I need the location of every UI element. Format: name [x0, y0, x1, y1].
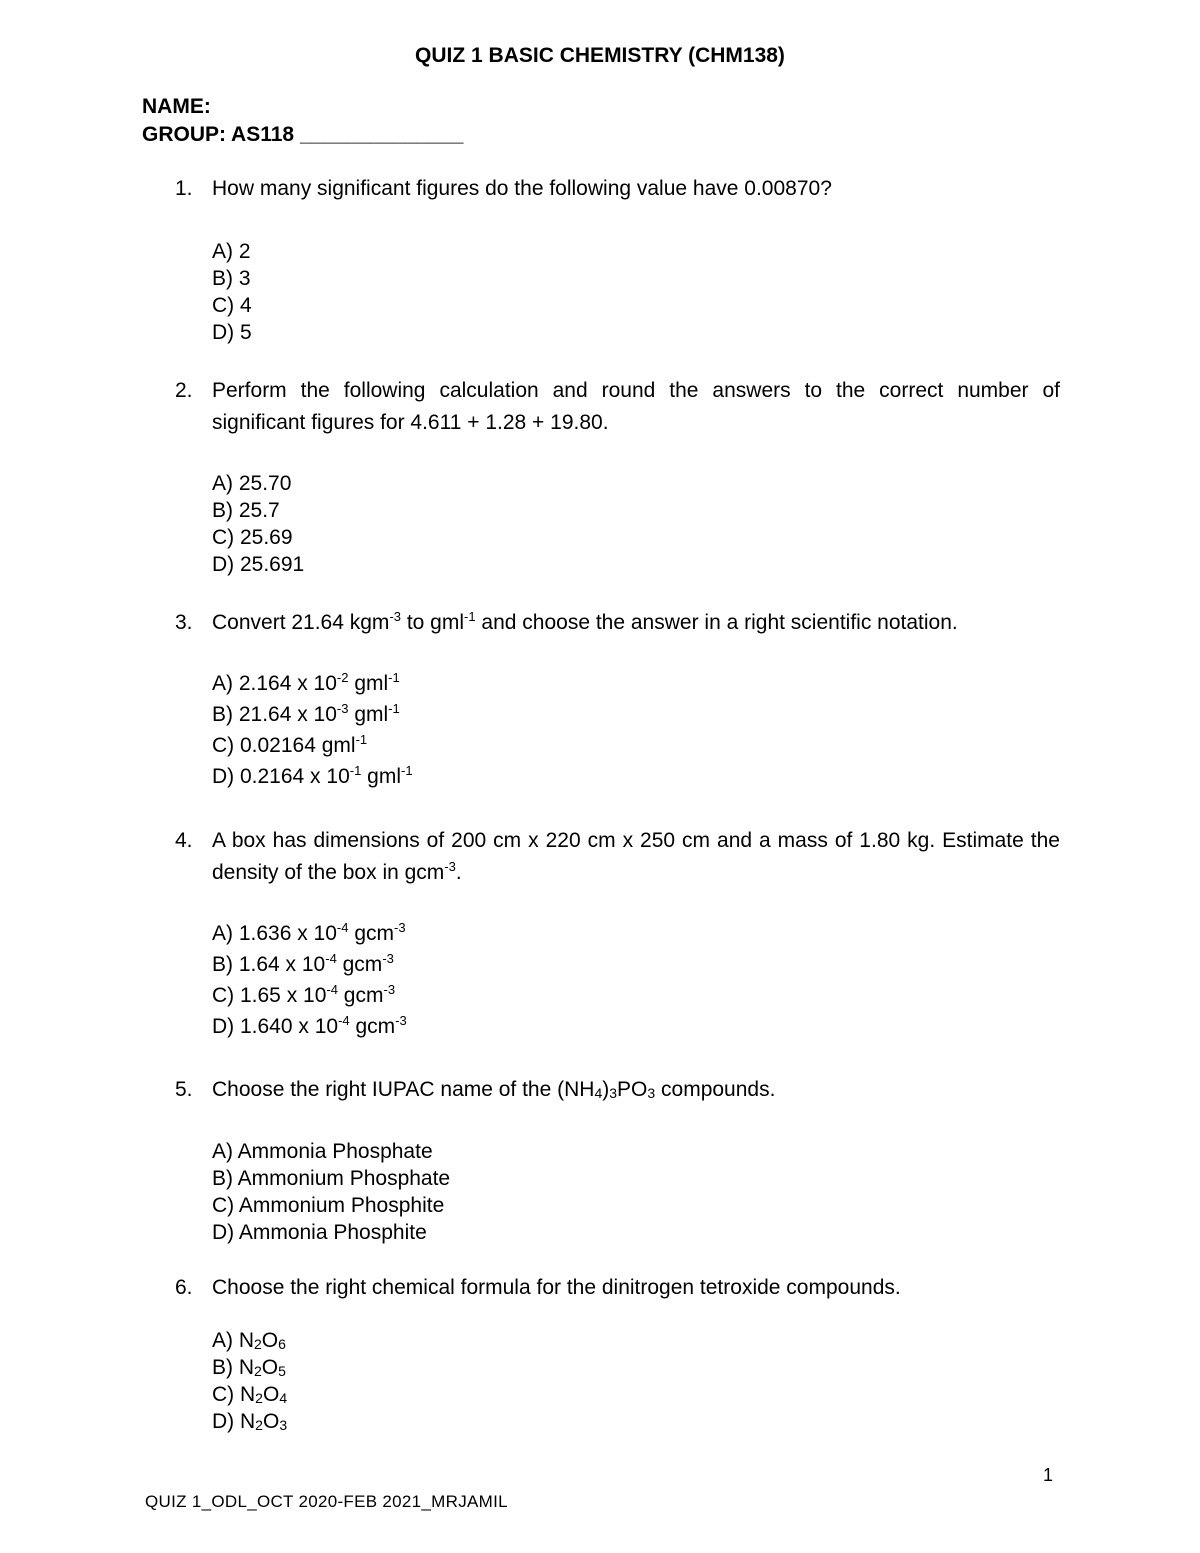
option-d: D) 1.640 x $10^{-4}$ gcm$^{-3}$ [212, 1013, 407, 1038]
option-b: B) N2O5 [212, 1356, 286, 1379]
question-6 [175, 1272, 1060, 1304]
option-b: B) 25.7 [212, 499, 280, 522]
question-text: How many significant figures do the following value have 0.00870? [212, 177, 832, 200]
question-text: A box has dimensions of 200 cm x 220 cm x 250 cm and a mass of 1.80 kg. Estimate the density of the box in gcm$^{-3}$. [212, 829, 1060, 884]
question-text: Choose the right IUPAC name of the (NH4)3PO3 compounds. [212, 1078, 776, 1101]
group-blank: ______________ [299, 123, 464, 146]
question-number: 3. [175, 611, 193, 634]
option-d: D) N2O3 [212, 1410, 288, 1433]
question-4 [175, 825, 1060, 889]
option-b: B) Ammonium Phosphate [212, 1167, 451, 1190]
option-a: A) 2.164 x $10^{-2}$ gml$^{-1}$ [212, 670, 400, 695]
option-b: B) 1.64 x $10^{-4}$ gcm$^{-3}$ [212, 951, 394, 976]
option-c: C) 0.02164 gml$^{-1}$ [212, 732, 368, 757]
option-d: D) 5 [212, 321, 252, 344]
page-number: 1 [1043, 1465, 1054, 1485]
option-c: C) Ammonium Phosphite [212, 1194, 445, 1217]
question-text: Perform the following calculation and round the answers to the correct number of significant figures for 4.611 + 1.28 + 19.80. [212, 379, 1060, 434]
question-number: 6. [175, 1276, 193, 1299]
question-text: Choose the right chemical formula for the dinitrogen tetroxide compounds. [212, 1276, 901, 1299]
name-label: NAME: [142, 95, 211, 118]
option-d: D) 25.691 [212, 553, 305, 576]
group-line [142, 123, 463, 147]
question-1-options [212, 238, 252, 346]
question-3-options [212, 668, 413, 792]
option-a: A) Ammonia Phosphate [212, 1140, 433, 1163]
option-c: C) N2O4 [212, 1383, 288, 1406]
question-number: 2. [175, 379, 193, 402]
option-d: D) 0.2164 x $10^{-1}$ gml$^{-1}$ [212, 763, 413, 788]
question-5 [175, 1074, 1060, 1109]
option-b: B) 3 [212, 267, 251, 290]
option-c: C) 25.69 [212, 526, 293, 549]
question-5-options [212, 1138, 450, 1246]
question-2-options [212, 470, 304, 578]
question-4-options [212, 918, 407, 1042]
option-a: A) N2O6 [212, 1329, 286, 1352]
quiz-title: QUIZ 1 BASIC CHEMISTRY (CHM138) [415, 44, 785, 67]
option-c: C) 4 [212, 294, 252, 317]
question-2 [175, 375, 1060, 439]
question-3 [175, 607, 1060, 639]
question-number: 5. [175, 1078, 193, 1101]
question-6-options [212, 1327, 287, 1435]
question-text: Convert 21.64 kgm$^{-3}$ to gml$^{-1}$ and choose the answer in a right scientific notation. [212, 609, 958, 634]
group-label: GROUP: AS118 [142, 123, 295, 146]
option-a: A) 25.70 [212, 472, 292, 495]
footer-text: QUIZ 1_ODL_OCT 2020-FEB 2021_MRJAMIL [145, 1492, 508, 1511]
question-number: 4. [175, 829, 193, 852]
option-d: D) Ammonia Phosphite [212, 1221, 427, 1244]
question-1 [175, 173, 1060, 205]
question-number: 1. [175, 177, 193, 200]
option-a: A) 1.636 x $10^{-4}$ gcm$^{-3}$ [212, 920, 406, 945]
option-a: A) 2 [212, 240, 251, 263]
option-c: C) 1.65 x $10^{-4}$ gcm$^{-3}$ [212, 982, 396, 1007]
option-b: B) 21.64 x $10^{-3}$ gml$^{-1}$ [212, 701, 400, 726]
